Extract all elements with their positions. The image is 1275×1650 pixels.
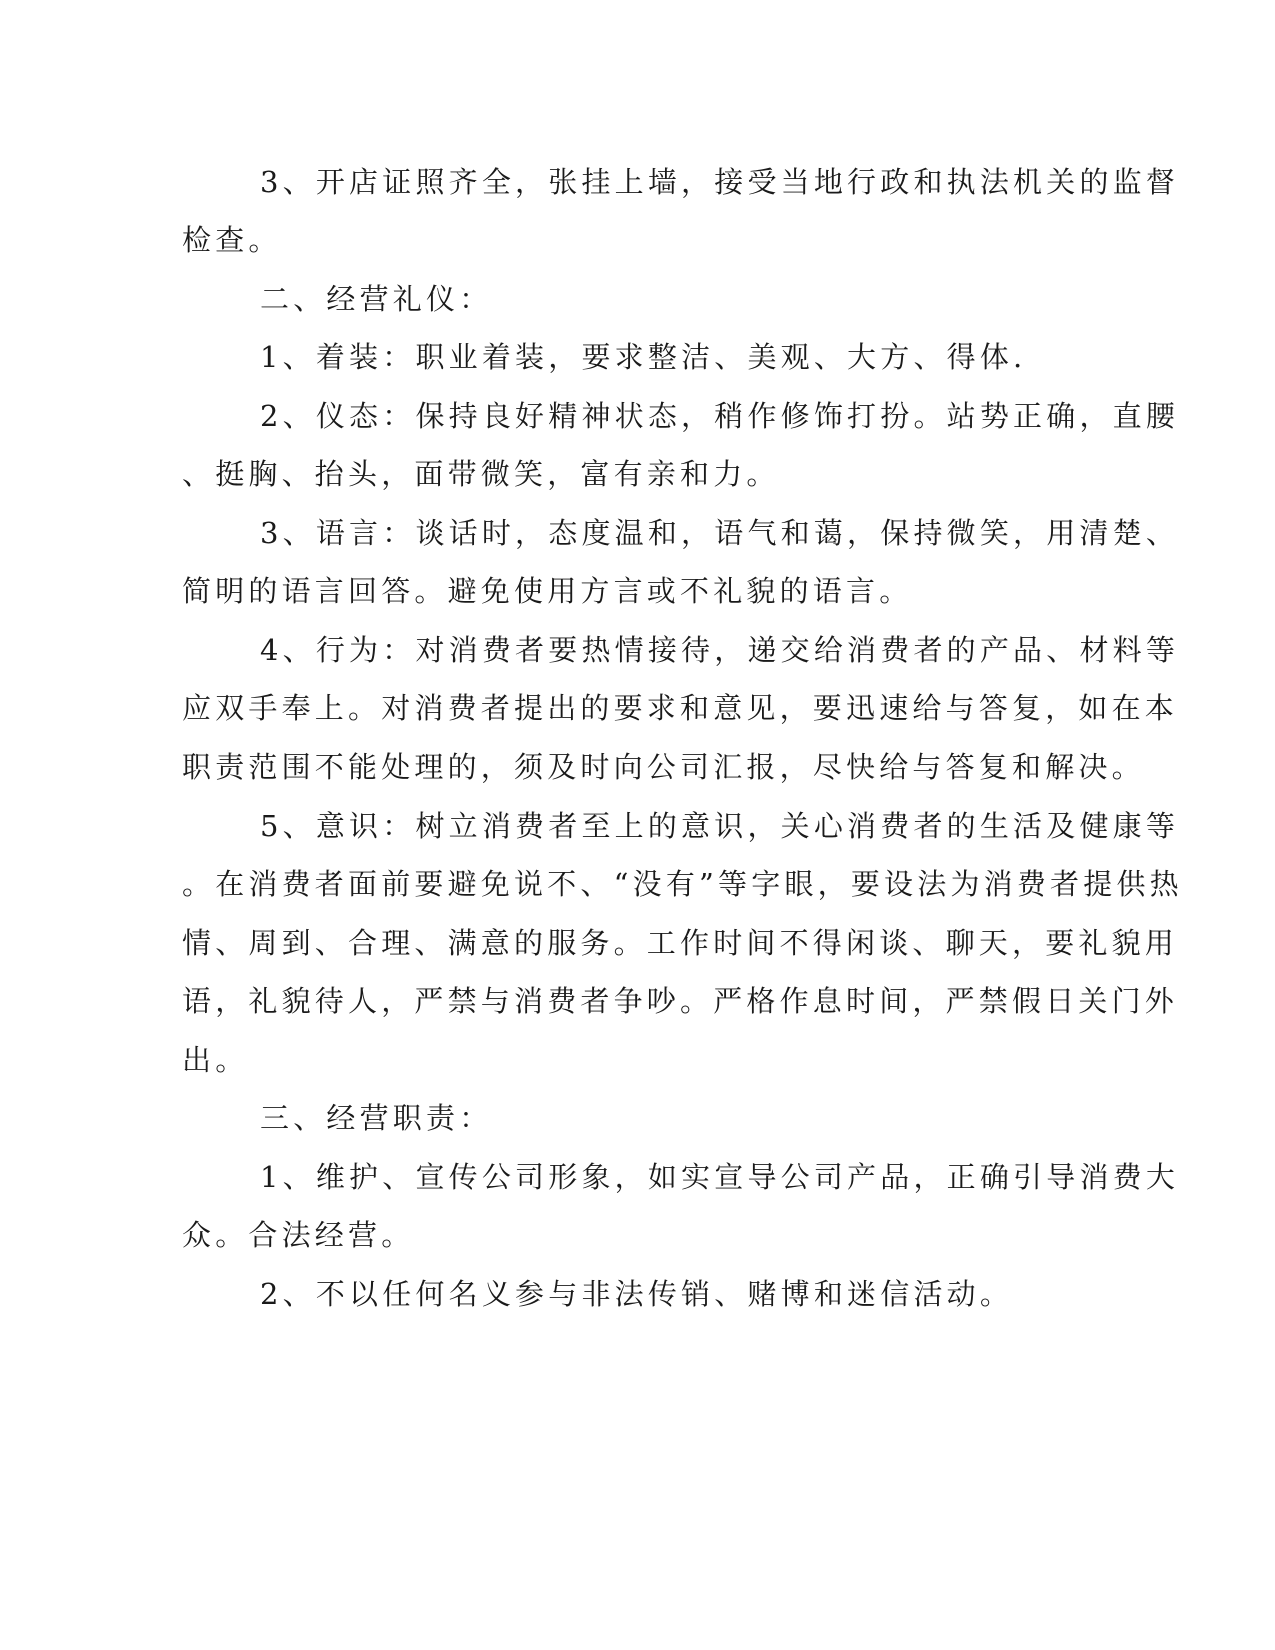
paragraph-line: 5、意识：树立消费者至上的意识，关心消费者的生活及健康等	[260, 809, 1180, 843]
paragraph-line: 4、行为：对消费者要热情接待，递交给消费者的产品、材料等	[260, 633, 1180, 667]
paragraph-line: 检查。	[182, 223, 282, 257]
paragraph-line: 1、维护、宣传公司形象，如实宣导公司产品，正确引导消费大	[260, 1160, 1180, 1194]
paragraph-line: 1、着装：职业着装，要求整洁、美观、大方、得体.	[260, 340, 1027, 374]
paragraph-line: 3、开店证照齐全，张挂上墙，接受当地行政和执法机关的监督	[260, 165, 1180, 199]
paragraph-line: 、挺胸、抬头，面带微笑，富有亲和力。	[182, 457, 780, 491]
paragraph-line: 简明的语言回答。避免使用方言或不礼貌的语言。	[182, 574, 913, 608]
paragraph-line: 应双手奉上。对消费者提出的要求和意见，要迅速给与答复，如在本	[182, 691, 1179, 725]
section-heading: 二、经营礼仪：	[260, 282, 493, 316]
paragraph-line: 。在消费者面前要避免说不、“没有”等字眼，要设法为消费者提供热	[182, 867, 1183, 901]
paragraph-line: 3、语言：谈话时，态度温和，语气和蔼，保持微笑，用清楚、	[260, 516, 1180, 550]
paragraph-line: 2、不以任何名义参与非法传销、赌博和迷信活动。	[260, 1277, 1014, 1311]
paragraph-line: 语，礼貌待人，严禁与消费者争吵。严格作息时间，严禁假日关门外	[182, 984, 1179, 1018]
paragraph-line: 职责范围不能处理的，须及时向公司汇报，尽快给与答复和解决。	[182, 750, 1145, 784]
section-heading: 三、经营职责：	[260, 1101, 493, 1135]
paragraph-line: 出。	[182, 1043, 249, 1077]
paragraph-line: 2、仪态：保持良好精神状态，稍作修饰打扮。站势正确，直腰	[260, 399, 1180, 433]
paragraph-line: 情、周到、合理、满意的服务。工作时间不得闲谈、聊天，要礼貌用	[182, 926, 1179, 960]
paragraph-line: 众。合法经营。	[182, 1218, 415, 1252]
